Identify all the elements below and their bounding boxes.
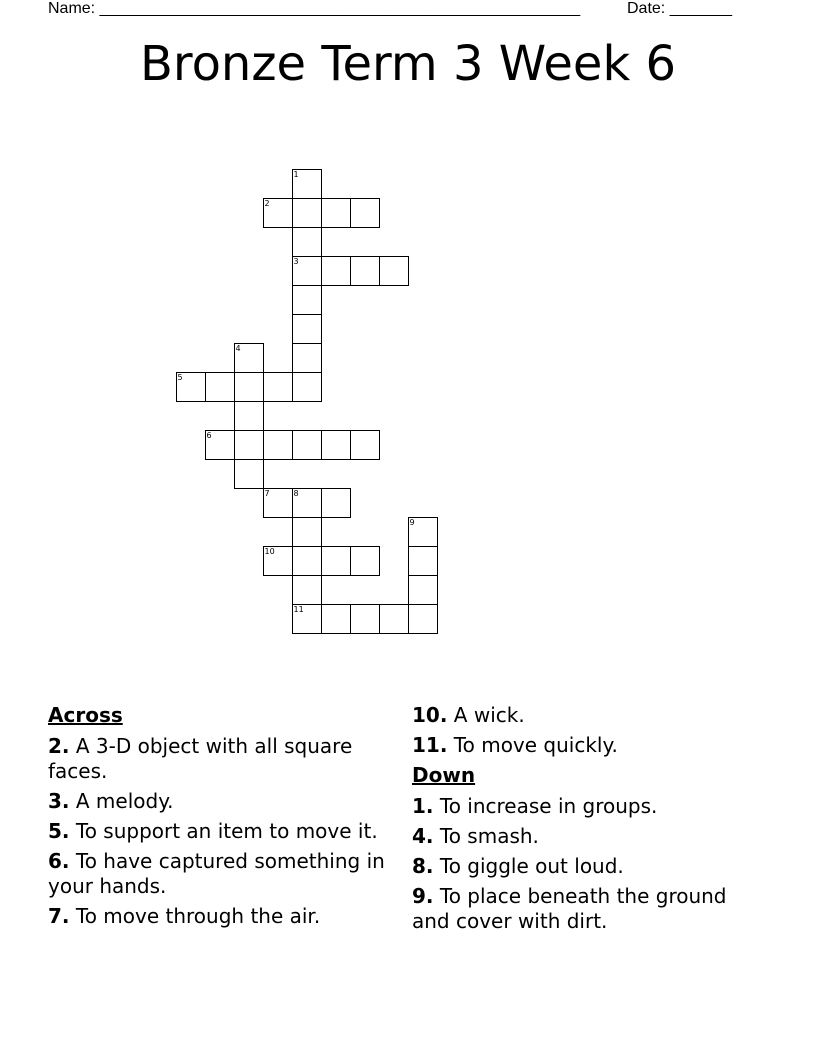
grid-cell[interactable]	[292, 285, 322, 315]
grid-cell[interactable]	[350, 256, 380, 286]
clue-across-2: 2. A 3-D object with all square faces.	[48, 734, 353, 783]
clue-across-11: 11. To move quickly.	[412, 733, 618, 757]
clue-number: 6	[206, 430, 212, 440]
grid-cell[interactable]	[234, 459, 264, 489]
clues-left-column	[48, 703, 393, 934]
grid-cell[interactable]	[292, 314, 322, 344]
date-line: Date: _______	[627, 0, 732, 17]
grid-cell[interactable]	[321, 604, 351, 634]
clue-number: 3	[293, 256, 299, 266]
clues-right-column	[412, 703, 762, 939]
grid-cell[interactable]	[292, 169, 322, 199]
grid-cell[interactable]	[263, 488, 293, 518]
grid-cell[interactable]	[408, 546, 438, 576]
clue-number: 2	[264, 198, 270, 208]
grid-cell[interactable]	[234, 401, 264, 431]
grid-cell[interactable]	[292, 604, 322, 634]
clue-down-4: 4. To smash.	[412, 824, 539, 848]
clue-number: 9	[409, 517, 415, 527]
grid-cell[interactable]	[379, 604, 409, 634]
grid-cell[interactable]	[292, 256, 322, 286]
grid-cell[interactable]	[350, 546, 380, 576]
grid-cell[interactable]	[321, 546, 351, 576]
clue-number: 4	[235, 343, 241, 353]
clue-across-5: 5. To support an item to move it.	[48, 819, 378, 843]
clue-number: 11	[293, 604, 304, 614]
clue-down-9: 9. To place beneath the ground and cover with dirt.	[412, 884, 727, 933]
grid-cell[interactable]	[292, 227, 322, 257]
grid-cell[interactable]	[292, 517, 322, 547]
clue-number: 8	[293, 488, 299, 498]
grid-cell[interactable]	[379, 256, 409, 286]
grid-cell[interactable]	[292, 430, 322, 460]
clue-across-10: 10. A wick.	[412, 703, 525, 727]
grid-cell[interactable]	[350, 604, 380, 634]
grid-cell[interactable]	[292, 372, 322, 402]
grid-cell[interactable]	[350, 430, 380, 460]
down-heading: Down	[412, 763, 476, 787]
grid-cell[interactable]	[292, 343, 322, 373]
grid-cell[interactable]	[408, 517, 438, 547]
grid-cell[interactable]	[408, 604, 438, 634]
grid-cell[interactable]	[234, 430, 264, 460]
clue-number: 5	[177, 372, 183, 382]
name-line: Name: ______________________________________________________	[48, 0, 581, 17]
clue-across-6: 6. To have captured something in your hands.	[48, 849, 385, 898]
clue-across-3: 3. A melody.	[48, 789, 174, 813]
clue-down-1: 1. To increase in groups.	[412, 794, 658, 818]
grid-cell[interactable]	[321, 256, 351, 286]
grid-cell[interactable]	[292, 488, 322, 518]
clue-down-8: 8. To giggle out loud.	[412, 854, 624, 878]
clue-number: 7	[264, 488, 270, 498]
grid-cell[interactable]	[205, 430, 235, 460]
clue-number: 1	[293, 169, 299, 179]
grid-cell[interactable]	[263, 546, 293, 576]
grid-cell[interactable]	[234, 372, 264, 402]
clue-number: 10	[264, 546, 275, 556]
grid-cell[interactable]	[176, 372, 206, 402]
grid-cell[interactable]	[263, 372, 293, 402]
grid-cell[interactable]	[321, 488, 351, 518]
grid-cell[interactable]	[292, 546, 322, 576]
grid-cell[interactable]	[350, 198, 380, 228]
grid-cell[interactable]	[292, 575, 322, 605]
across-heading: Across	[48, 703, 123, 727]
grid-cell[interactable]	[234, 343, 264, 373]
grid-cell[interactable]	[321, 198, 351, 228]
grid-cell[interactable]	[205, 372, 235, 402]
clue-across-7: 7. To move through the air.	[48, 904, 321, 928]
grid-cell[interactable]	[263, 430, 293, 460]
page-title: Bronze Term 3 Week 6	[139, 36, 677, 92]
grid-cell[interactable]	[321, 430, 351, 460]
grid-cell[interactable]	[408, 575, 438, 605]
grid-cell[interactable]	[292, 198, 322, 228]
grid-cell[interactable]	[263, 198, 293, 228]
